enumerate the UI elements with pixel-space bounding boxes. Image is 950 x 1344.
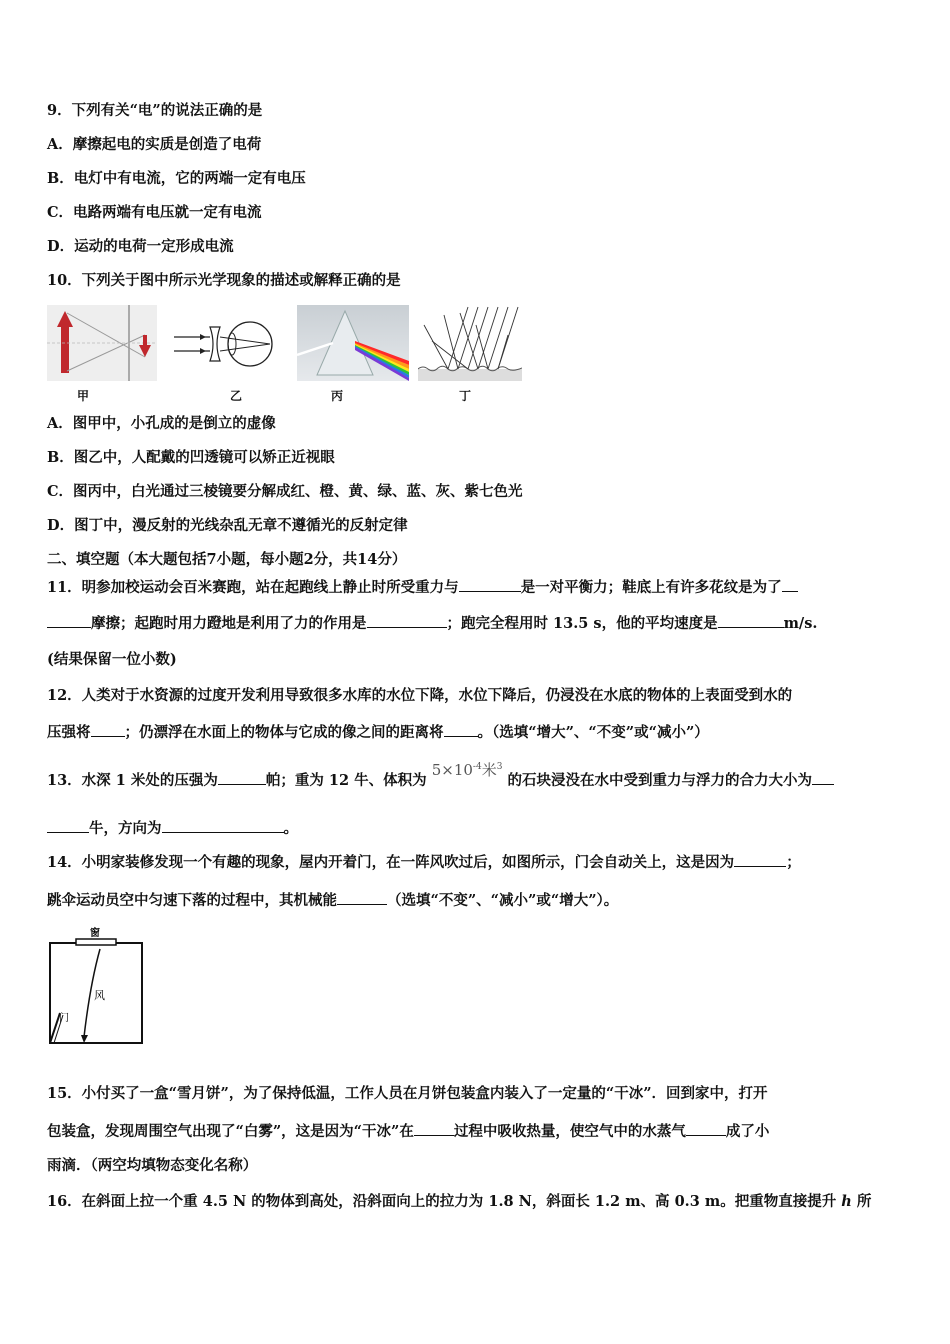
caption-ding: 丁 xyxy=(459,389,472,403)
prism-figure xyxy=(297,305,409,381)
wind-label: 风 xyxy=(94,989,105,1002)
room-door-figure xyxy=(46,925,146,1047)
blank[interactable] xyxy=(47,613,91,628)
concave-lens-icon xyxy=(210,327,220,361)
q14-line2: 跳伞运动员空中匀速下落的过程中，其机械能 （选填“不变”、“减小”或“增大”）。 xyxy=(47,892,619,909)
window-icon xyxy=(76,939,116,945)
q11-line3: (结果保留一位小数) xyxy=(47,651,177,668)
q16-line1: 16．在斜面上拉一个重 4.5 N 的物体到高处，沿斜面向上的拉力为 1.8 N，斜面长 1.2 m、高 0.3 m。把重物直接提升 h 所 xyxy=(47,1193,872,1210)
q11-line2: 摩擦；起跑时用力蹬地是利用了力的作用是 ；跑完全程用时 13.5 s，他的平均速度是 m/s. xyxy=(47,613,817,634)
q10-option-d: D．图丁中，漫反射的光线杂乱无章不遵循光的反射定律 xyxy=(47,517,408,534)
q15-line2: 包装盒，发现周围空气出现了“白雾”，这是因为“干冰”在 过程中吸收热量，使空气中的水蒸气 成了小 xyxy=(47,1123,770,1140)
q9-option-c: C．电路两端有电压就一定有电流 xyxy=(47,204,262,221)
window-label: 窗 xyxy=(90,928,100,939)
eye-lens-figure xyxy=(170,315,285,375)
q12-line2: 压强将 ；仍漂浮在水面上的物体与它成的像之间的距离将 。（选填“增大”、“不变”或“减小”） xyxy=(47,724,709,741)
q10-option-a: A．图甲中，小孔成的是倒立的虚像 xyxy=(47,415,276,432)
blank[interactable] xyxy=(218,770,266,785)
caption-yi: 乙 xyxy=(230,389,243,403)
volume-formula: $5\times 10^{-4}$米$^3$ xyxy=(431,761,503,779)
q10-option-c: C．图丙中，白光通过三棱镜要分解成红、橙、黄、绿、蓝、灰、紫七色光 xyxy=(47,483,523,500)
q10-stem: 10．下列关于图中所示光学现象的描述或解释正确的是 xyxy=(47,272,401,289)
blank[interactable] xyxy=(812,770,834,785)
section-heading: 二、填空题（本大题包括7小题，每小题2分，共14分） xyxy=(47,551,407,568)
blank[interactable] xyxy=(444,722,478,737)
diffuse-reflection-figure xyxy=(418,305,522,381)
caption-bing: 丙 xyxy=(331,389,344,403)
q13-line2: 牛，方向为 。 xyxy=(47,818,298,839)
blank[interactable] xyxy=(686,1121,726,1136)
blank[interactable] xyxy=(367,613,447,628)
blank[interactable] xyxy=(91,722,125,737)
blank[interactable] xyxy=(459,577,521,592)
blank[interactable] xyxy=(734,852,786,867)
blank[interactable] xyxy=(162,818,284,833)
q9-option-a: A．摩擦起电的实质是创造了电荷 xyxy=(47,136,262,153)
q9-option-b: B．电灯中有电流，它的两端一定有电压 xyxy=(47,170,306,187)
eyeball-icon xyxy=(228,322,272,366)
blank[interactable] xyxy=(782,577,798,592)
blank[interactable] xyxy=(414,1121,454,1136)
q15-line1: 15．小付买了一盒“雪月饼”，为了保持低温，工作人员在月饼包装盒内装入了一定量的“干冰”．回到家中，打开 xyxy=(47,1085,768,1102)
q13-line1: 13．水深 1 米处的压强为 帕；重为 12 牛、体积为 $5\times 10^{-4}$米$^3$ 的石块浸没在水中受到重力与浮力的合力大小为 xyxy=(47,767,834,791)
blank[interactable] xyxy=(718,613,784,628)
q9-stem: 9．下列有关“电”的说法正确的是 xyxy=(47,102,263,119)
q11-line1: 11．明参加校运动会百米赛跑，站在起跑线上静止时所受重力与 是一对平衡力；鞋底上有许多花纹是为了 xyxy=(47,577,798,598)
pinhole-figure xyxy=(47,305,157,381)
blank[interactable] xyxy=(47,818,89,833)
door-label: 门 xyxy=(59,1013,69,1024)
q12-line1: 12．人类对于水资源的过度开发利用导致很多水库的水位下降，水位下降后，仍浸没在水底的物体的上表面受到水的 xyxy=(47,687,793,704)
q14-line1: 14．小明家装修发现一个有趣的现象，屋内开着门，在一阵风吹过后，如图所示，门会自动关上，这是因为 ； xyxy=(47,854,801,871)
q9-option-d: D．运动的电荷一定形成电流 xyxy=(47,238,234,255)
caption-jia: 甲 xyxy=(77,389,90,403)
blank[interactable] xyxy=(337,890,387,905)
q15-line3: 雨滴．（两空均填物态变化名称） xyxy=(47,1157,258,1174)
q10-option-b: B．图乙中，人配戴的凹透镜可以矫正近视眼 xyxy=(47,449,335,466)
